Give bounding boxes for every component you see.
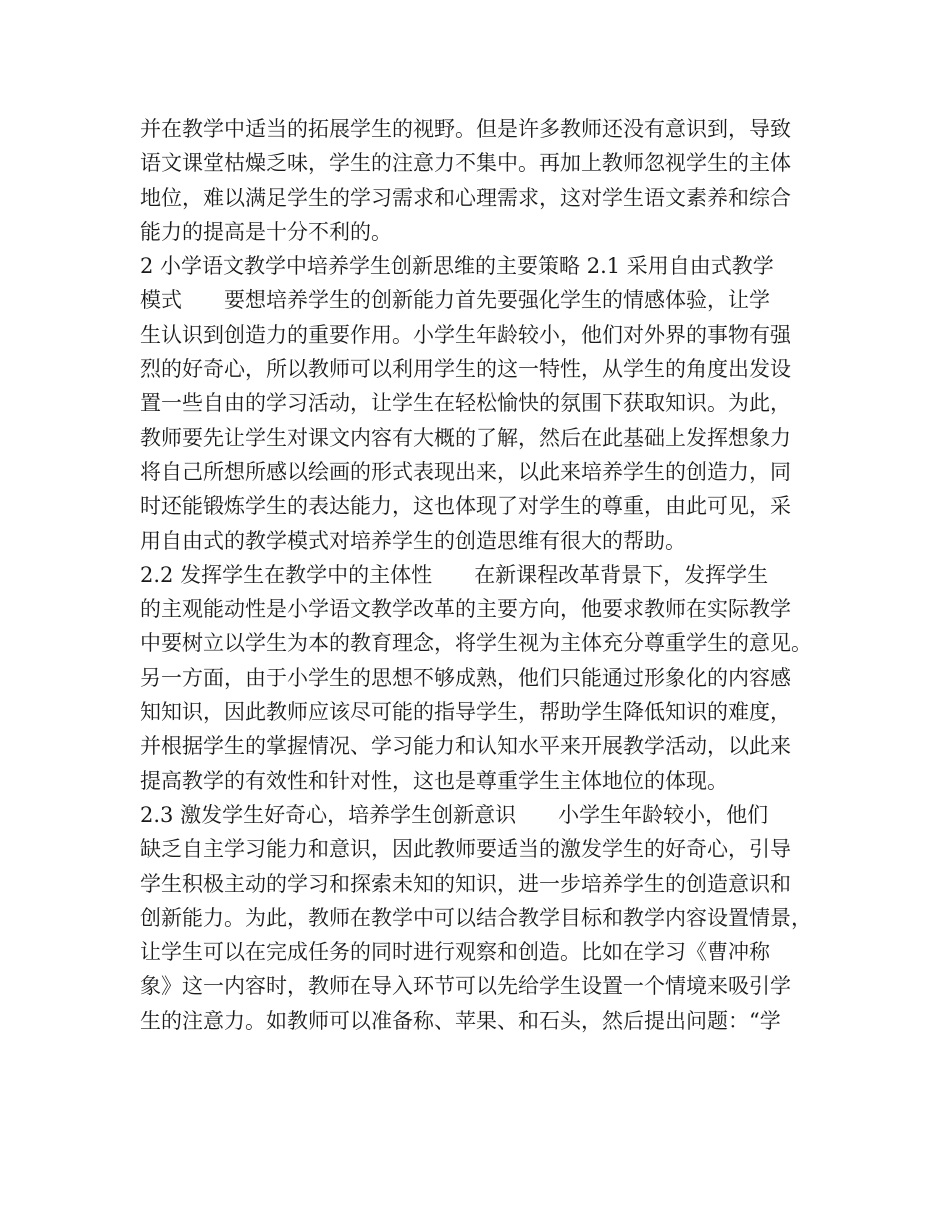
text-line: 时还能锻炼学生的表达能力，这也体现了对学生的尊重，由此可见，采	[140, 494, 791, 519]
text-line: 教师要先让学生对课文内容有大概的了解，然后在此基础上发挥想象力	[140, 425, 791, 450]
text-line: 让学生可以在完成任务的同时进行观察和创造。比如在学习《曹冲称	[140, 940, 770, 965]
text-line: 并根据学生的掌握情况、学习能力和认知水平来开展教学活动，以此来	[140, 734, 791, 759]
text-line: 的主观能动性是小学语文教学改革的主要方向，他要求教师在实际教学	[140, 597, 791, 622]
text-line: 提高教学的有效性和针对性，这也是尊重学生主体地位的体现。	[140, 768, 728, 793]
text-line: 创新能力。为此，教师在教学中可以结合教学目标和教学内容设置情景，	[140, 905, 812, 930]
text-line: 象》这一内容时，教师在导入环节可以先给学生设置一个情境来吸引学	[140, 974, 791, 999]
section-heading-2-3: 2.3 激发学生好奇心，培养学生创新意识 小学生年龄较小，他们	[140, 802, 769, 827]
text-line: 中要树立以学生为本的教育理念，将学生视为主体充分尊重学生的意见。	[140, 631, 812, 656]
text-line: 置一些自由的学习活动，让学生在轻松愉快的氛围下获取知识。为此，	[140, 391, 791, 416]
text-line: 生的注意力。如教师可以准备称、苹果、和石头，然后提出问题：“学	[140, 1008, 781, 1033]
text-line: 缺乏自主学习能力和意识，因此教师要适当的激发学生的好奇心，引导	[140, 837, 791, 862]
text-line: 将自己所想所感以绘画的形式表现出来，以此来培养学生的创造力，同	[140, 459, 791, 484]
body-text	[140, 112, 830, 1038]
text-line: 语文课堂枯燥乏味，学生的注意力不集中。再加上教师忽视学生的主体	[140, 151, 791, 176]
text-line: 地位，难以满足学生的学习需求和心理需求，这对学生语文素养和综合	[140, 185, 791, 210]
text-line: 模式 要想培养学生的创新能力首先要强化学生的情感体验，让学	[140, 288, 770, 313]
section-heading-2-1: 2 小学语文教学中培养学生创新思维的主要策略 2.1 采用自由式教学	[140, 254, 774, 279]
text-line: 烈的好奇心，所以教师可以利用学生的这一特性，从学生的角度出发设	[140, 357, 791, 382]
text-line: 生认识到创造力的重要作用。小学生年龄较小，他们对外界的事物有强	[140, 322, 791, 347]
section-heading-2-2: 2.2 发挥学生在教学中的主体性 在新课程改革背景下，发挥学生	[140, 562, 769, 587]
text-line: 另一方面，由于小学生的思想不够成熟，他们只能通过形象化的内容感	[140, 665, 791, 690]
text-line: 能力的提高是十分不利的。	[140, 219, 392, 244]
text-line: 知知识，因此教师应该尽可能的指导学生，帮助学生降低知识的难度，	[140, 700, 791, 725]
text-line: 并在教学中适当的拓展学生的视野。但是许多教师还没有意识到，导致	[140, 117, 791, 141]
text-line: 学生积极主动的学习和探索未知的知识，进一步培养学生的创造意识和	[140, 871, 791, 896]
text-line: 用自由式的教学模式对培养学生的创造思维有很大的帮助。	[140, 528, 686, 553]
